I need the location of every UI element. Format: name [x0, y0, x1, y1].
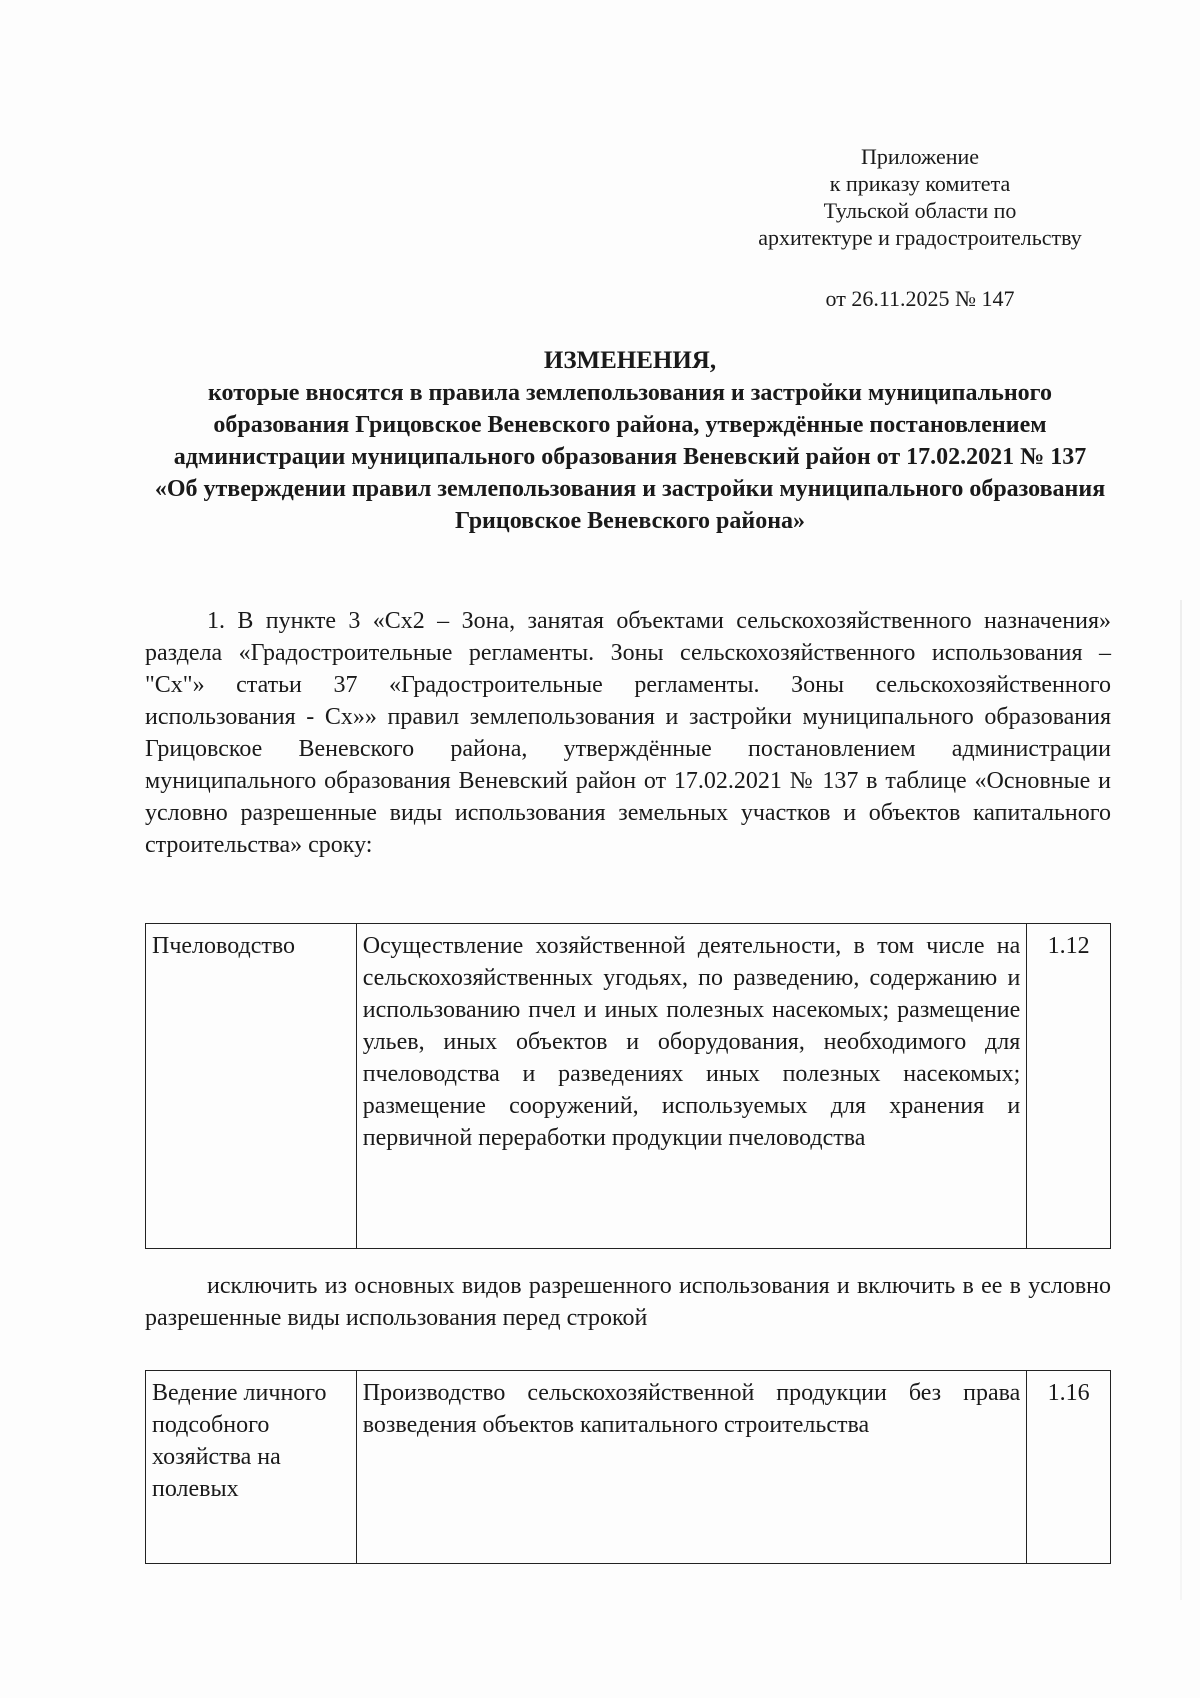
- use-name-cell: Ведение личного подсобного хозяйства на полевых: [146, 1371, 357, 1564]
- order-reference: от 26.11.2025 № 147: [825, 286, 1015, 311]
- use-description-cell: Осуществление хозяйственной деятельности, в том числе на сельскохозяйственных угодьях, по разведению, содержанию и использованию пчел и иных полезных насекомых; размещение ульев, иных объектов и оборудования, необходимого для пчеловодства и разведениях иных полезных насекомых; размещение сооружений, используемых для хранения и первичной переработки продукции пчеловодства: [356, 924, 1027, 1249]
- scan-edge-mark: [1180, 600, 1182, 1600]
- title-subtitle: которые вносятся в правила землепользования и застройки муниципального образования Грицовское Веневского района, утверждённые постановлением администрации муниципального образования Веневский район от 17.02.2021 № 137 «Об утверждении правил землепользования и застройки муниципального образования Грицовское Веневского района»: [154, 380, 1106, 534]
- use-code-cell: 1.16: [1027, 1371, 1111, 1564]
- document-title: [150, 345, 1110, 537]
- use-description-cell: Производство сельскохозяйственной продукции без права возведения объектов капитального строительства: [356, 1371, 1027, 1564]
- appendix-line: Тульской области по: [823, 198, 1017, 223]
- paragraph-2: исключить из основных видов разрешенного использования и включить в ее в условно разрешенные виды использования перед строкой: [145, 1273, 1111, 1331]
- paragraph-1: 1. В пункте 3 «Сх2 – Зона, занятая объектами сельскохозяйственного назначения» раздела «Градостроительные регламенты. Зоны сельскохозяйственного использования – "Сх"» статьи 37 «Градостроительные регламенты. Зоны сельскохозяйственного использования - Сх»» правил землепользования и застройки муниципального образования Грицовское Веневского района, утверждённые постановлением администрации муниципального образования Веневский район от 17.02.2021 № 137 в таблице «Основные и условно разрешенные виды использования земельных участков и объектов капитального строительства» сроку:: [145, 608, 1111, 858]
- use-code-cell: 1.12: [1027, 924, 1111, 1249]
- appendix-header: [745, 143, 1095, 251]
- permitted-use-table-2: [145, 1370, 1111, 1564]
- appendix-line: архитектуре и градостроительству: [758, 225, 1082, 250]
- table-row: [146, 1371, 1111, 1564]
- appendix-line: к приказу комитета: [829, 171, 1011, 196]
- permitted-use-table-1: [145, 923, 1111, 1249]
- appendix-line: Приложение: [860, 144, 980, 169]
- table-row: [146, 924, 1111, 1249]
- use-name-cell: Пчеловодство: [146, 924, 357, 1249]
- title-main: ИЗМЕНЕНИЯ,: [543, 347, 717, 374]
